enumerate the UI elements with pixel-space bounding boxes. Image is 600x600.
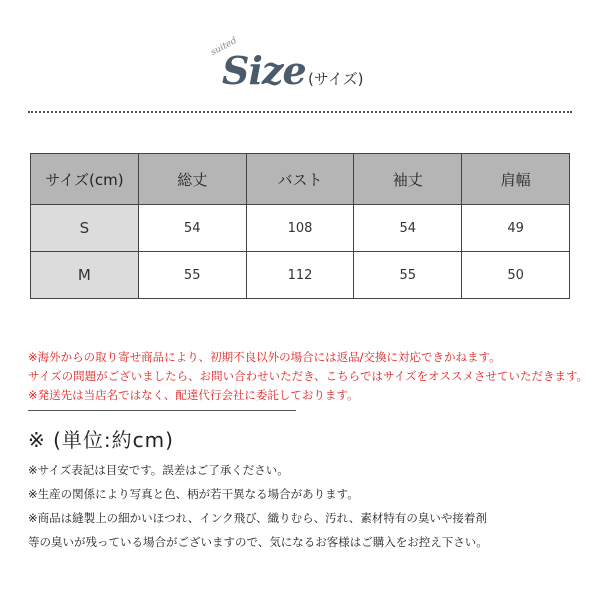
note-size-guide: ※サイズ表記は目安です。誤差はご了承ください。 — [28, 463, 289, 477]
table-cell: 54 — [354, 205, 462, 252]
warning-note-size-advice: サイズの問題がございましたら、お問い合わせいただき、こちらではサイズをオススメさせていただきます。 — [28, 369, 589, 383]
column-header-bust: バスト — [246, 154, 354, 205]
column-header-length: 総丈 — [138, 154, 246, 205]
solid-divider — [28, 410, 296, 411]
logo-script-text: suited — [209, 36, 239, 58]
size-logo-title: Size — [222, 48, 306, 93]
table-header-row — [31, 154, 570, 205]
table-cell: 50 — [462, 252, 570, 299]
table-cell: 55 — [354, 252, 462, 299]
table-cell: 108 — [246, 205, 354, 252]
general-notes — [28, 458, 588, 554]
size-header — [0, 36, 600, 106]
note-product-odor: 等の臭いが残っている場合がございますので、気になるお客様はご購入をお控え下さい。 — [28, 535, 488, 549]
size-table — [30, 153, 570, 299]
size-logo-subtitle: (サイズ) — [308, 70, 364, 88]
note-color-difference: ※生産の関係により写真と色、柄が若干異なる場合があります。 — [28, 487, 359, 501]
table-row — [31, 252, 570, 299]
table-cell: 55 — [138, 252, 246, 299]
column-header-size: サイズ(cm) — [31, 154, 139, 205]
table-cell: 49 — [462, 205, 570, 252]
dotted-divider — [28, 111, 572, 113]
warning-notes — [28, 348, 588, 405]
table-cell: 112 — [246, 252, 354, 299]
row-label-m: M — [31, 252, 139, 299]
column-header-shoulder: 肩幅 — [462, 154, 570, 205]
table-cell: 54 — [138, 205, 246, 252]
row-label-s: S — [31, 205, 139, 252]
warning-note-returns: ※海外からの取り寄せ商品により、初期不良以外の場合には返品/交換に対応できかねます。 — [28, 350, 501, 364]
table-row — [31, 205, 570, 252]
unit-note: ※ (単位:約cm) — [28, 428, 174, 452]
column-header-sleeve: 袖丈 — [354, 154, 462, 205]
warning-note-shipping: ※発送先は当店名ではなく、配達代行会社に委託しております。 — [28, 388, 359, 402]
note-product-condition: ※商品は縫製上の細かいほつれ、インク飛び、織りむら、汚れ、素材特有の臭いや接着剤 — [28, 511, 487, 525]
